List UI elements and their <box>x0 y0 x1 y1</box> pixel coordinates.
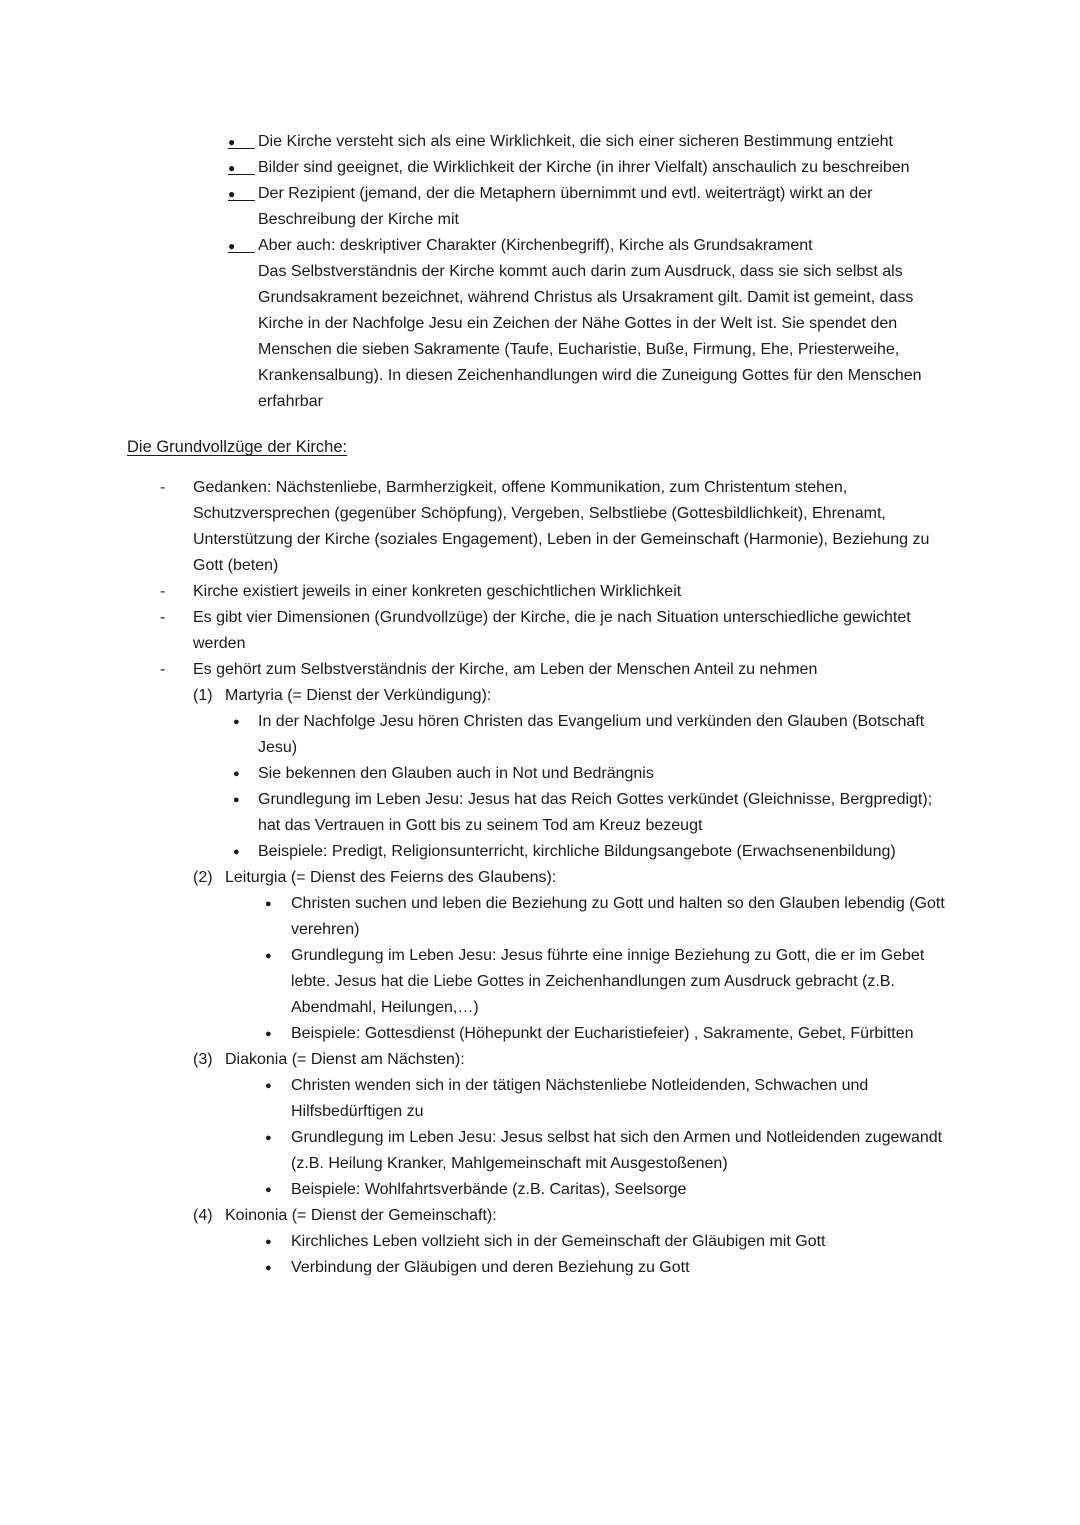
dash-icon: - <box>160 661 166 678</box>
section-bullet-text: Beispiele: Gottesdienst (Höhepunkt der Eucharistiefeier) , Sakramente, Gebet, Fürbitten <box>291 1025 914 1042</box>
bullet-icon: ● <box>265 1184 272 1196</box>
bullet-icon: ● <box>228 181 258 207</box>
section-bullet-text: Grundlegung im Leben Jesu: Jesus führte eine innige Beziehung zu Gott, die er im Gebet lebte. Jesus hat die Liebe Gottes in Zeichenhandlungen zum Ausdruck gebracht (z.B. Abendmahl, Heilungen,…) <box>291 947 925 1016</box>
section-bullet <box>265 1021 950 1047</box>
section-bullet <box>233 709 950 761</box>
dash-icon: - <box>160 583 166 600</box>
section-bullet <box>233 787 950 839</box>
section-number: (2) <box>193 869 213 886</box>
section-title-text: Koinonia (= Dienst der Gemeinschaft): <box>225 1207 497 1224</box>
section-bullet <box>265 1177 950 1203</box>
section-bullet <box>265 891 950 943</box>
dash-item <box>160 657 950 683</box>
intro-bullet-continuation: Das Selbstverständnis der Kirche kommt auch darin zum Ausdruck, dass sie sich selbst als Grundsakrament bezeichnet, während Christus als Ursakrament gilt. Damit ist gemeint, dass Kirche in der Nachfolge Jesu ein Zeichen der Nähe Gottes in der Welt ist. Sie spendet den Menschen die sieben Sakramente (Taufe, Eucharistie, Buße, Firmung, Ehe, Priesterweihe, Krankensalbung). In diesen Zeichenhandlungen wird die Zuneigung Gottes für den Menschen erfahrbar <box>258 263 922 410</box>
dash-item <box>160 605 950 657</box>
bullet-icon: ● <box>265 1262 272 1274</box>
section-bullet-text: Beispiele: Wohlfahrtsverbände (z.B. Caritas), Seelsorge <box>291 1181 687 1198</box>
section-bullet <box>265 1073 950 1125</box>
intro-bullet-text: Die Kirche versteht sich als eine Wirklichkeit, die sich einer sicheren Bestimmung entzieht <box>258 133 893 150</box>
intro-bullet-item <box>228 181 950 233</box>
intro-bullet-item <box>228 155 950 181</box>
dash-item <box>160 475 950 579</box>
bullet-icon: ● <box>265 1236 272 1248</box>
intro-bullet-text: Der Rezipient (jemand, der die Metaphern übernimmt und evtl. weiterträgt) wirkt an der Beschreibung der Kirche mit <box>258 185 873 228</box>
section-bullet <box>265 1255 950 1281</box>
section-bullet-text: Grundlegung im Leben Jesu: Jesus selbst hat sich den Armen und Notleidenden zugewandt (z.B. Heilung Kranker, Mahlgemeinschaft mit Ausgestoßenen) <box>291 1129 943 1172</box>
section-number: (1) <box>193 687 213 704</box>
bullet-icon: ● <box>228 129 258 155</box>
section-number: (3) <box>193 1051 213 1068</box>
section-bullet-text: Christen wenden sich in der tätigen Nächstenliebe Notleidenden, Schwachen und Hilfsbedürftigen zu <box>291 1077 869 1120</box>
section-bullet <box>233 839 950 865</box>
dash-item-text: Gedanken: Nächstenliebe, Barmherzigkeit, offene Kommunikation, zum Christentum stehen, Schutzversprechen (gegenüber Schöpfung), Vergeben, Selbstliebe (Gottesbildlichkeit), Ehrenamt, Unterstützung der Kirche (soziales Engagement), Leben in der Gemeinschaft (Harmonie), Beziehung zu Gott (beten) <box>193 479 930 574</box>
section-bullet-text: Beispiele: Predigt, Religionsunterricht, kirchliche Bildungsangebote (Erwachsenenbildung) <box>258 843 896 860</box>
dash-item-text: Kirche existiert jeweils in einer konkreten geschichtlichen Wirklichkeit <box>193 583 682 600</box>
section-title-text: Diakonia (= Dienst am Nächsten): <box>225 1051 465 1068</box>
intro-bullet-text: Aber auch: deskriptiver Charakter (Kirchenbegriff), Kirche als Grundsakrament <box>258 237 813 254</box>
dash-item-text: Es gibt vier Dimensionen (Grundvollzüge) der Kirche, die je nach Situation unterschiedliche gewichtet werden <box>193 609 911 652</box>
section-title-text: Leiturgia (= Dienst des Feierns des Glaubens): <box>225 869 557 886</box>
bullet-icon: ● <box>233 846 240 858</box>
intro-bullet-item <box>228 233 950 415</box>
dash-icon: - <box>160 609 166 626</box>
bullet-icon: ● <box>228 155 258 181</box>
section-bullet <box>233 761 950 787</box>
bullet-icon: ● <box>233 794 240 806</box>
section-title <box>193 865 950 891</box>
section-bullet <box>265 1125 950 1177</box>
section-bullet <box>265 1229 950 1255</box>
intro-bullet-text: Bilder sind geeignet, die Wirklichkeit der Kirche (in ihrer Vielfalt) anschaulich zu beschreiben <box>258 159 910 176</box>
bullet-icon: ● <box>265 1028 272 1040</box>
section-bullet-text: Kirchliches Leben vollzieht sich in der Gemeinschaft der Gläubigen mit Gott <box>291 1233 826 1250</box>
section-number: (4) <box>193 1207 213 1224</box>
dash-item-text: Es gehört zum Selbstverständnis der Kirche, am Leben der Menschen Anteil zu nehmen <box>193 661 818 678</box>
section-bullet-text: In der Nachfolge Jesu hören Christen das Evangelium und verkünden den Glauben (Botschaft Jesu) <box>258 713 925 756</box>
section-title <box>193 1047 950 1073</box>
section-bullet-text: Sie bekennen den Glauben auch in Not und Bedrängnis <box>258 765 654 782</box>
section-title <box>193 683 950 709</box>
dash-item <box>160 579 950 605</box>
bullet-icon: ● <box>233 716 240 728</box>
section-title <box>193 1203 950 1229</box>
dash-icon: - <box>160 479 166 496</box>
intro-bullet-item <box>228 129 950 155</box>
bullet-icon: ● <box>265 898 272 910</box>
bullet-icon: ● <box>228 233 258 259</box>
bullet-icon: ● <box>265 1132 272 1144</box>
section-bullet-text: Christen suchen und leben die Beziehung zu Gott und halten so den Glauben lebendig (Gott verehren) <box>291 895 945 938</box>
bullet-icon: ● <box>265 950 272 962</box>
section-bullet <box>265 943 950 1021</box>
bullet-icon: ● <box>265 1080 272 1092</box>
document-heading: Die Grundvollzüge der Kirche: <box>127 438 348 456</box>
section-title-text: Martyria (= Dienst der Verkündigung): <box>225 687 492 704</box>
bullet-icon: ● <box>233 768 240 780</box>
section-bullet-text: Grundlegung im Leben Jesu: Jesus hat das Reich Gottes verkündet (Gleichnisse, Bergpredigt); hat das Vertrauen in Gott bis zu seinem Tod am Kreuz bezeugt <box>258 791 933 834</box>
section-bullet-text: Verbindung der Gläubigen und deren Beziehung zu Gott <box>291 1259 690 1276</box>
